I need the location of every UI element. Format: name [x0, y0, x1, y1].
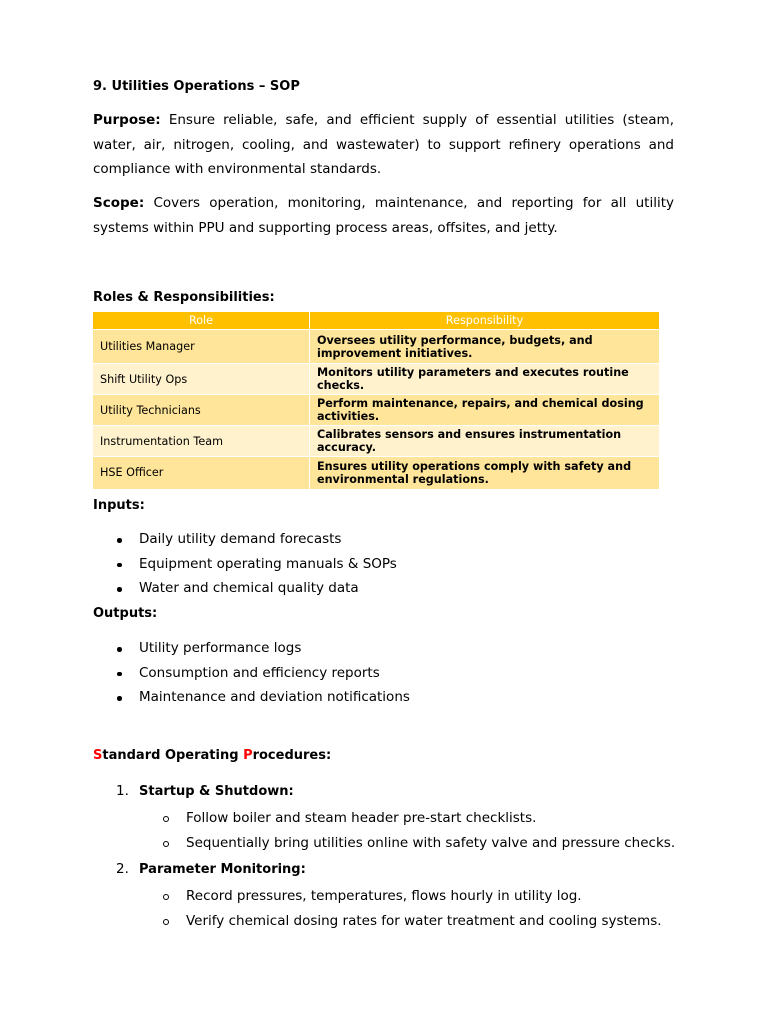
list-item: Follow boiler and steam header pre-start checklists.: [162, 806, 675, 831]
scope-text: Covers operation, monitoring, maintenance, and reporting for all utility systems within PPU and supporting process areas, offsites, and jetty.: [93, 195, 675, 236]
role-cell: HSE Officer: [93, 457, 310, 489]
procedure-item: [116, 783, 294, 799]
table-row: [93, 330, 660, 364]
list-item: Consumption and efficiency reports: [93, 661, 410, 686]
scope-paragraph: [93, 191, 674, 240]
purpose-text: Ensure reliable, safe, and efficient supply of essential utilities (steam, water, air, nitrogen, cooling, and wastewater) to support refinery operations and compliance with environmental standards.: [93, 112, 674, 177]
responsibility-cell: Ensures utility operations comply with safety and environmental regulations.: [310, 457, 660, 489]
purpose-label: Purpose:: [93, 112, 161, 128]
list-item: Record pressures, temperatures, flows hourly in utility log.: [162, 884, 662, 909]
procedure-title: Parameter Monitoring:: [139, 862, 306, 877]
responsibility-cell: Calibrates sensors and ensures instrumentation accuracy.: [310, 426, 660, 457]
inputs-list: [93, 527, 397, 601]
sop-heading: [93, 748, 331, 763]
section-title: 9. Utilities Operations – SOP: [93, 79, 300, 94]
role-cell: Instrumentation Team: [93, 426, 310, 457]
roles-heading: Roles & Responsibilities:: [93, 290, 275, 305]
procedure-steps: [162, 884, 662, 933]
list-item: Sequentially bring utilities online with safety valve and pressure checks.: [162, 831, 675, 856]
table-row: [93, 426, 660, 457]
responsibility-cell: Monitors utility parameters and executes routine checks.: [310, 364, 660, 395]
list-item: Utility performance logs: [93, 636, 410, 661]
list-item: Verify chemical dosing rates for water treatment and cooling systems.: [162, 909, 662, 934]
table-header-row: [93, 312, 660, 330]
sop-heading-part2: rocedures:: [252, 748, 332, 763]
table-row: [93, 457, 660, 489]
procedure-title: Startup & Shutdown:: [139, 784, 294, 799]
role-cell: Utility Technicians: [93, 395, 310, 426]
responsibility-cell: Oversees utility performance, budgets, and improvement initiatives.: [310, 330, 660, 364]
list-item: Water and chemical quality data: [93, 576, 397, 601]
purpose-paragraph: [93, 108, 674, 182]
procedure-steps: [162, 806, 675, 855]
list-item: Maintenance and deviation notifications: [93, 685, 410, 710]
table-row: [93, 395, 660, 426]
procedure-number: 2.: [116, 861, 129, 877]
sop-heading-p: P: [243, 748, 253, 763]
table-row: [93, 364, 660, 395]
list-item: Equipment operating manuals & SOPs: [93, 552, 397, 577]
role-cell: Shift Utility Ops: [93, 364, 310, 395]
scope-label: Scope:: [93, 195, 145, 211]
procedure-item: [116, 861, 306, 877]
outputs-heading: Outputs:: [93, 606, 158, 621]
roles-table: [93, 312, 660, 489]
role-cell: Utilities Manager: [93, 330, 310, 364]
list-item: Daily utility demand forecasts: [93, 527, 397, 552]
outputs-list: [93, 636, 410, 710]
table-header-responsibility: Responsibility: [310, 312, 660, 330]
sop-heading-s: S: [93, 748, 103, 763]
procedure-number: 1.: [116, 783, 129, 799]
inputs-heading: Inputs:: [93, 498, 145, 513]
sop-heading-part1: tandard Operating: [102, 748, 244, 763]
table-header-role: Role: [93, 312, 310, 330]
responsibility-cell: Perform maintenance, repairs, and chemical dosing activities.: [310, 395, 660, 426]
